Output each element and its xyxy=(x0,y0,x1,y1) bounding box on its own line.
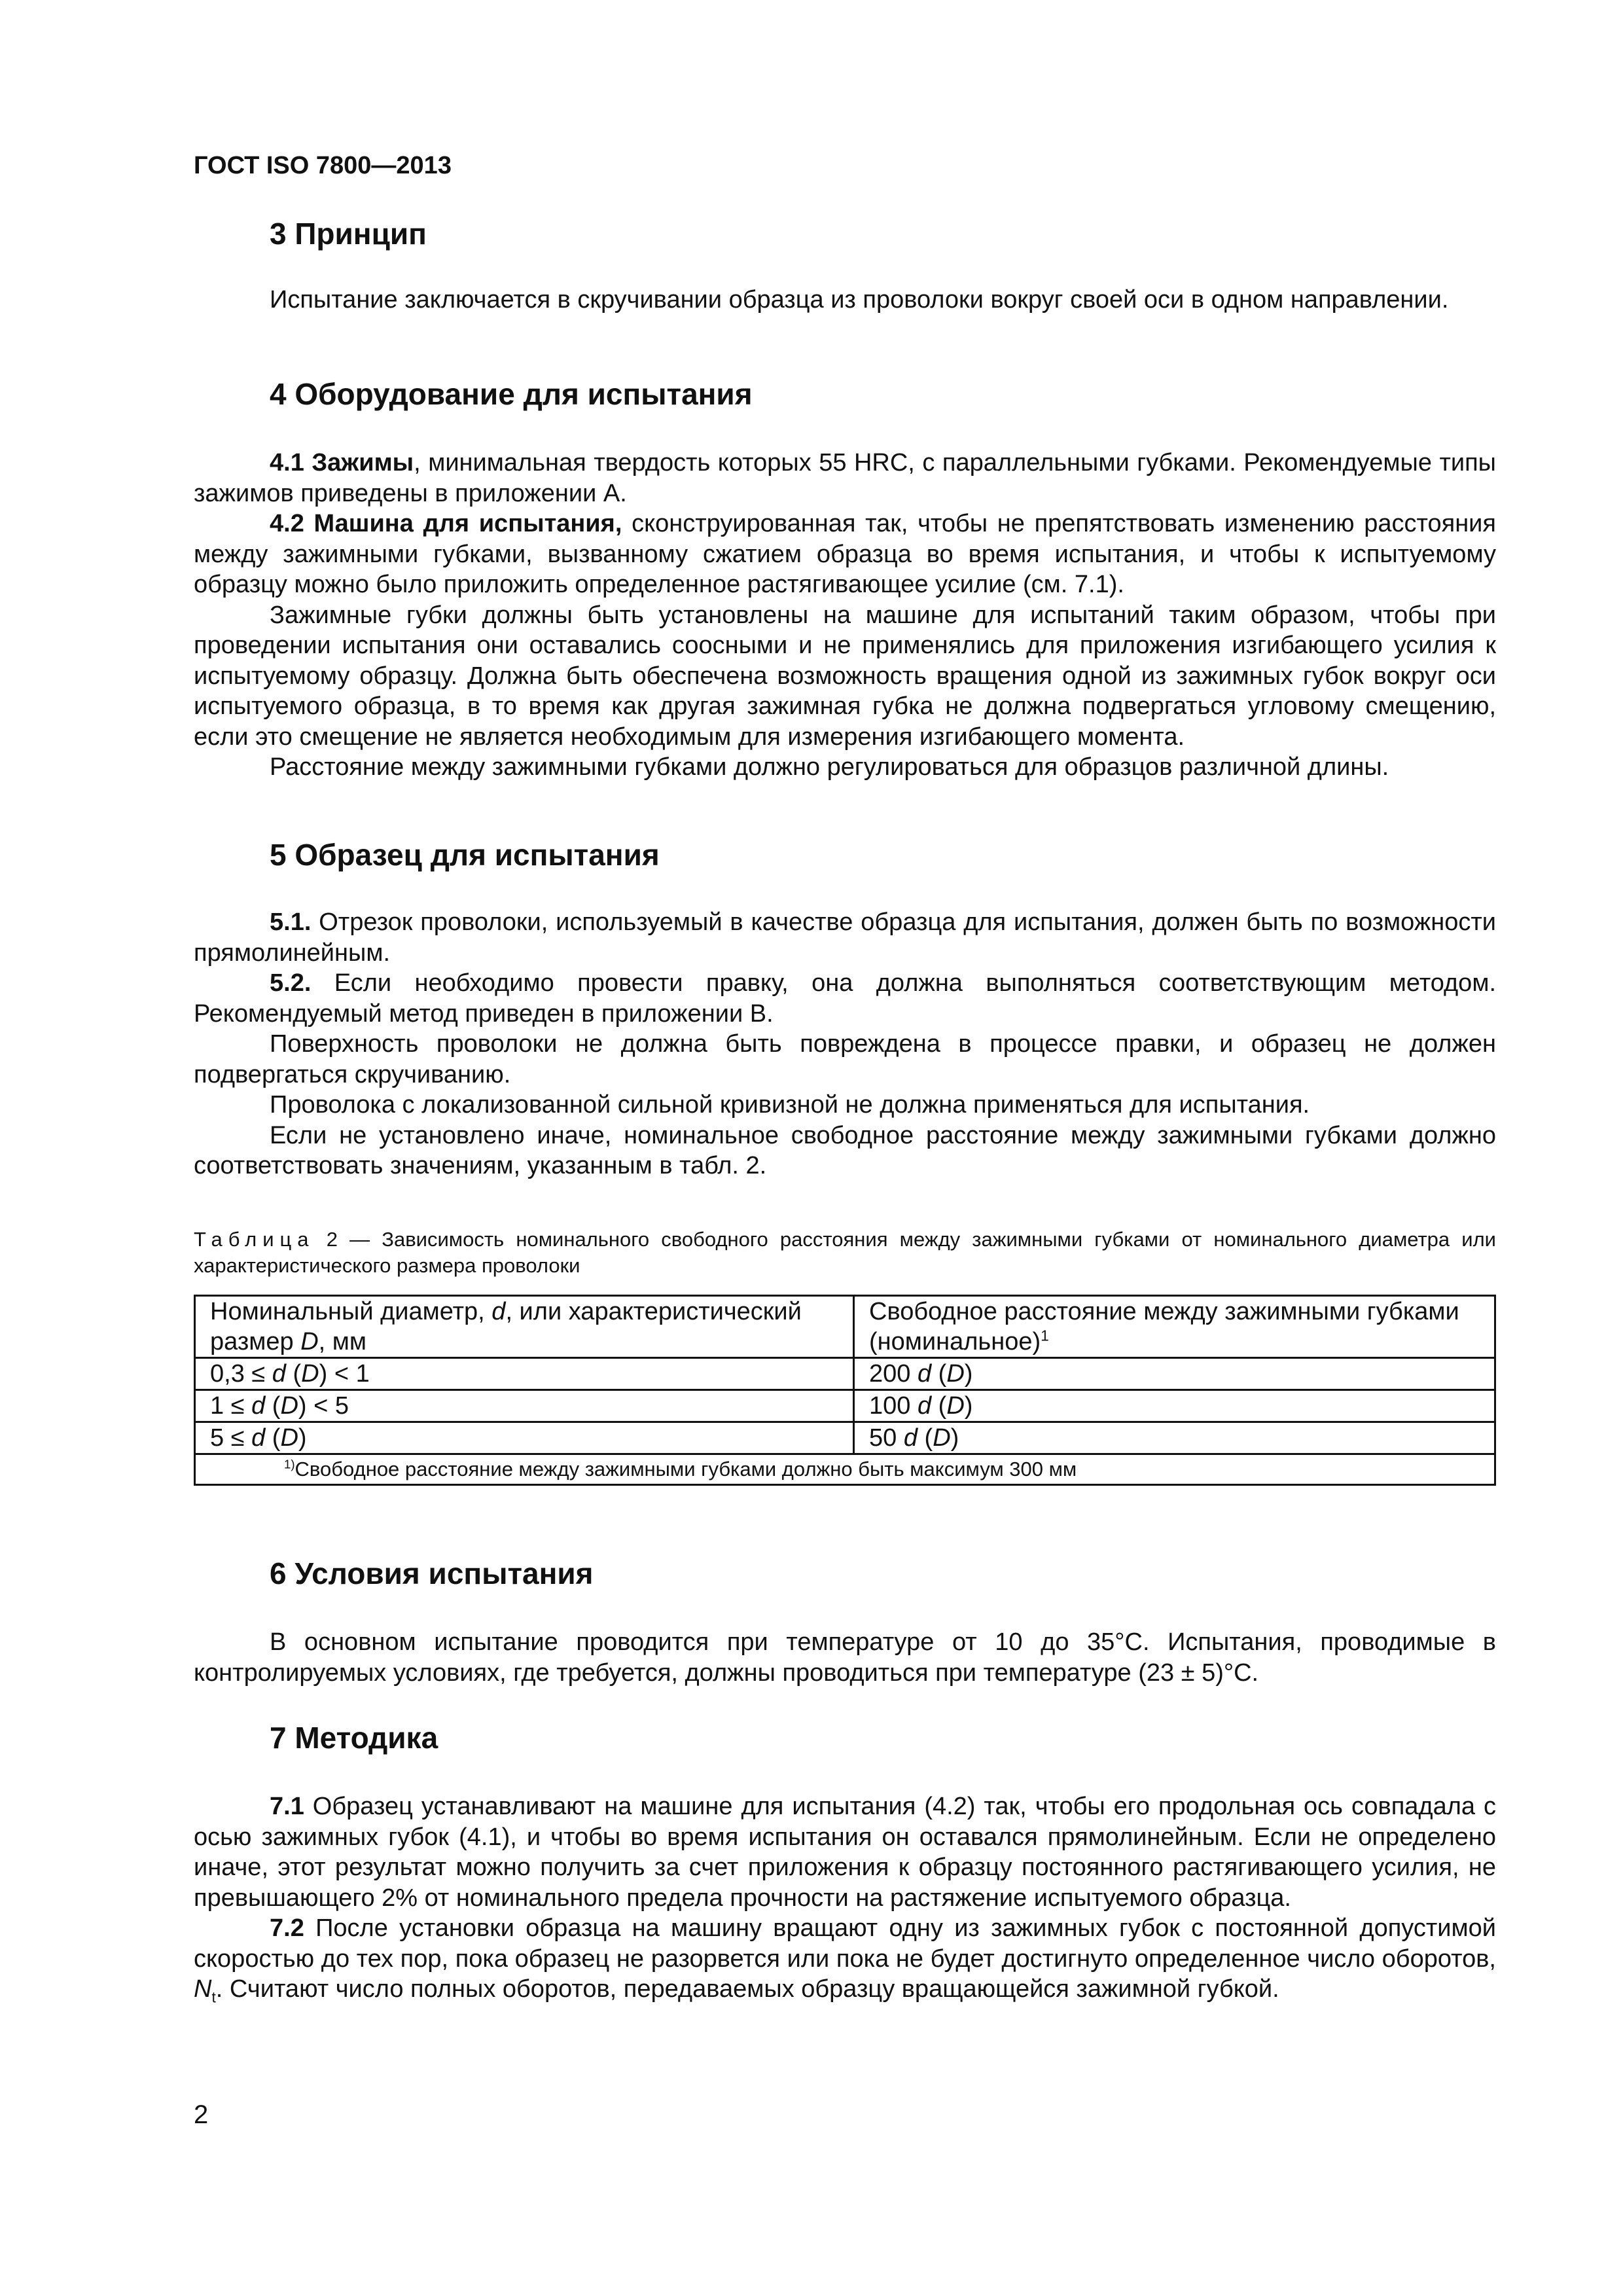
section-7 xyxy=(194,1718,1496,2013)
table-2-caption xyxy=(194,1227,1496,1279)
section-3 xyxy=(194,214,1496,315)
section-5 xyxy=(194,835,1496,1181)
cell-diameter-range: 1 ≤ d (D) < 5 xyxy=(195,1390,854,1422)
section-6-paragraph: В основном испытание проводится при температуре от 10 до 35°С. Испытания, проводимые в контролируемых условиях, где требуется, должны проводиться при температуре (23 ± 5)°С. xyxy=(194,1628,1496,1687)
table-footnote-row xyxy=(195,1454,1495,1485)
clause-7-1 xyxy=(194,1791,1496,1913)
section-4-paragraph-3: Зажимные губки должны быть установлены на машине для испытаний таким образом, чтобы при проведении испытания они оставались соосными и не применялись для приложения изгибающего усилия к испытуемому образцу. Должна быть обеспечена возможность вращения одной из зажимных губок вокруг оси испытуемого образца, в то время как другая зажимная губка не должна подвергаться угловому смещению, если это смещение не является необходимым для измерения изгибающего момента. xyxy=(194,601,1496,751)
clause-4-2-label: 4.2 Машина для испытания, xyxy=(270,510,622,537)
clause-7-1-label: 7.1 xyxy=(270,1793,304,1820)
clause-5-2-label: 5.2. xyxy=(270,969,312,997)
cell-free-length: 200 d (D) xyxy=(854,1358,1495,1390)
section-4 xyxy=(194,374,1496,783)
cell-free-length: 100 d (D) xyxy=(854,1390,1495,1422)
section-7-title: 7 Методика xyxy=(270,1721,438,1755)
table-row xyxy=(195,1358,1495,1390)
table-2-caption-number: 2 xyxy=(314,1228,338,1251)
cell-free-length: 50 d (D) xyxy=(854,1422,1495,1454)
section-5-paragraph-3: Поверхность проволоки не должна быть повреждена в процессе правки, и образец не должен подвергаться скручиванию. xyxy=(194,1030,1496,1088)
section-5-title: 5 Образец для испытания xyxy=(270,838,660,872)
document-code: ГОСТ ISO 7800—2013 xyxy=(194,152,452,179)
clause-5-1 xyxy=(194,907,1496,968)
section-5-paragraph-4: Проволока с локализованной сильной кривизной не должна применяться для испытания. xyxy=(270,1091,1310,1119)
header-cell-diameter: Номинальный диаметр, d, или характеристический размер D, мм xyxy=(195,1296,854,1358)
clause-5-1-text: Отрезок проволоки, используемый в качестве образца для испытания, должен быть по возможности прямолинейным. xyxy=(194,908,1496,967)
clause-5-2-text: Если необходимо провести правку, она должна выполняться соответствующим методом. Рекомендуемый метод приведен в приложении В. xyxy=(194,969,1496,1028)
table-2 xyxy=(194,1295,1496,1486)
header-cell-free-length: Свободное расстояние между зажимными губками (номинальное)$^1$ xyxy=(854,1296,1495,1358)
footnote-mark: 1 xyxy=(1041,1327,1049,1344)
clause-4-1 xyxy=(194,448,1496,509)
table-footnote: $^{1)}$Свободное расстояние между зажимными губками должно быть максимум 300 мм xyxy=(195,1454,1495,1485)
cell-diameter-range: 5 ≤ d (D) xyxy=(195,1422,854,1454)
section-6-title: 6 Условия испытания xyxy=(270,1556,594,1590)
clause-4-1-label: 4.1 Зажимы xyxy=(270,449,414,476)
clause-4-2 xyxy=(194,509,1496,600)
clause-5-2 xyxy=(194,968,1496,1029)
table-2-block xyxy=(194,1227,1496,1486)
table-row xyxy=(195,1422,1495,1454)
table-2-caption-word: Таблица xyxy=(194,1228,315,1251)
section-4-title: 4 Оборудование для испытания xyxy=(270,377,753,411)
page-number: 2 xyxy=(194,2100,209,2129)
section-3-paragraph: Испытание заключается в скручивании образца из проволоки вокруг своей оси в одном направлении. xyxy=(270,286,1449,314)
section-3-title: 3 Принцип xyxy=(270,217,427,251)
section-4-paragraph-4: Расстояние между зажимными губками должно регулироваться для образцов различной длины. xyxy=(270,753,1389,781)
section-6 xyxy=(194,1554,1496,1688)
table-row xyxy=(195,1390,1495,1422)
clause-7-2-label: 7.2 xyxy=(270,1914,304,1942)
clause-4-1-text: , минимальная твердость которых 55 HRC, с параллельными губками. Рекомендуемые типы зажимов приведены в приложении А. xyxy=(194,449,1496,507)
section-5-paragraph-5: Если не установлено иначе, номинальное свободное расстояние между зажимными губками должно соответствовать значениям, указанным в табл. 2. xyxy=(194,1121,1496,1179)
table-header-row xyxy=(195,1296,1495,1358)
clause-4-2-text: сконструированная так, чтобы не препятствовать изменению расстояния между зажимными губками, вызванному сжатием образца во время испытания, и чтобы к испытуемому образцу можно было приложить определенное растягивающее усилие (см. 7.1). xyxy=(194,510,1496,598)
clause-7-1-text: Образец устанавливают на машине для испытания (4.2) так, чтобы его продольная ось совпадала с осью зажимных губок (4.1), и чтобы во время испытания он оставался прямолинейным. Если не определено иначе, этот результат можно получить за счет приложения к образцу постоянного растягивающего усилия, не превышающего 2% от номинального предела прочности на растяжение испытуемого образца. xyxy=(194,1793,1496,1912)
table-2-caption-text: — Зависимость номинального свободного расстояния между зажимными губками от номинального диаметра или характеристического размера проволоки xyxy=(194,1228,1497,1277)
cell-diameter-range: 0,3 ≤ d (D) < 1 xyxy=(195,1358,854,1390)
clause-7-2: 7.2 После установки образца на машину вращают одну из зажимных губок с постоянной допустимой скоростью до тех пор, пока образец не разорвется или пока не будет достигнуто определенное число оборотов, $N_t$. Считают число полных оборотов, передаваемых образцу вращающейся зажимной губкой. xyxy=(194,1914,1496,2006)
clause-5-1-label: 5.1. xyxy=(270,908,312,936)
